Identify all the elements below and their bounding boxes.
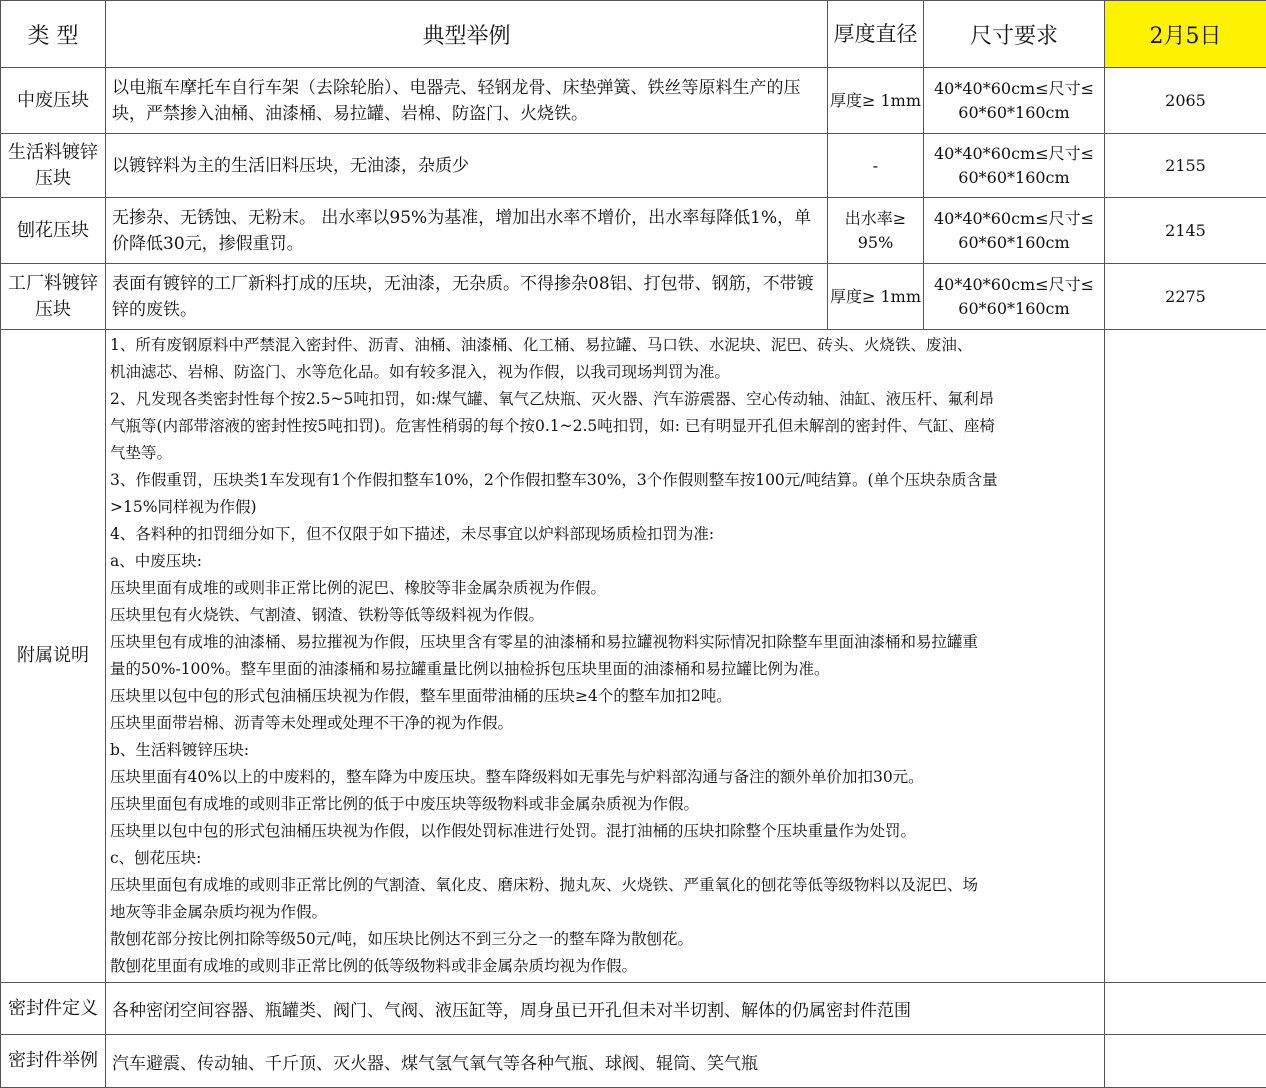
notes-line: 1、所有废钢原料中严禁混入密封件、沥青、油桶、油漆桶、化工桶、易拉罐、马口铁、水泥块、泥巴、砖头、火烧铁、废油、: [110, 332, 1100, 359]
seal-examples-label: 密封件举例: [1, 1035, 106, 1088]
row-price: 2145: [1105, 198, 1266, 264]
notes-line: 压块里面有成堆的或则非正常比例的泥巴、橡胶等非金属杂质视为作假。: [110, 575, 1100, 602]
header-row: [1, 1, 1266, 68]
row-size: 40*40*60cm≤尺寸≤ 60*60*160cm: [924, 134, 1105, 198]
row-type: 生活料镀锌压块: [1, 134, 106, 198]
row-type: 工厂料镀锌压块: [1, 264, 106, 330]
row-price: 2065: [1105, 68, 1266, 134]
header-thickness: 厚度直径: [828, 1, 924, 68]
row-thickness: -: [828, 134, 924, 198]
seal-examples-text: 汽车避震、传动轴、千斤顶、灭火器、煤气氢气氧气等各种气瓶、球阀、辊筒、笑气瓶: [106, 1035, 1105, 1088]
notes-line: 压块里面包有成堆的或则非正常比例的气割渣、氧化皮、磨床粉、抛丸灰、火烧铁、严重氧化的刨花等低等级物料以及泥巴、场: [110, 872, 1100, 899]
seal-definition-label: 密封件定义: [1, 983, 106, 1035]
notes-line: 机油滤芯、岩棉、防盗门、水等危化品。如有较多混入，视为作假，以我司现场判罚为准。: [110, 359, 1100, 386]
notes-line: 压块里包有成堆的油漆桶、易拉摧视为作假，压块里含有零星的油漆桶和易拉罐视物料实际情况扣除整车里面油漆桶和易拉罐重: [110, 629, 1100, 656]
notes-line: 散刨花里面有成堆的或则非正常比例的低等级物料或非金属杂质均视为作假。: [110, 953, 1100, 980]
header-example: 典型举例: [106, 1, 828, 68]
notes-body: [106, 330, 1105, 983]
seal-definition-row: [1, 983, 1266, 1035]
notes-label: 附属说明: [1, 330, 106, 983]
row-size: 40*40*60cm≤尺寸≤ 60*60*160cm: [924, 198, 1105, 264]
row-thickness: 厚度≥ 1mm: [828, 264, 924, 330]
row-desc: 表面有镀锌的工厂新料打成的压块，无油漆，无杂质。不得掺杂08铝、打包带、钢筋，不带镀锌的废铁。: [106, 264, 828, 330]
seal-definition-text: 各种密闭空间容器、瓶罐类、阀门、气阀、液压缸等，周身虽已开孔但未对半切割、解体的仍属密封件范围: [106, 983, 1105, 1035]
header-type: 类 型: [1, 1, 106, 68]
notes-line: 地灰等非金属杂质均视为作假。: [110, 899, 1100, 926]
seal-definition-price-cell: [1105, 983, 1266, 1035]
notes-lines: [110, 332, 1100, 980]
notes-line: 量的50%-100%。整车里面的油漆桶和易拉罐重量比例以抽检拆包压块里面的油漆桶和易拉罐比例为准。: [110, 656, 1100, 683]
notes-line: 压块里以包中包的形式包油桶压块视为作假，以作假处罚标准进行处罚。混打油桶的压块扣除整个压块重量作为处罚。: [110, 818, 1100, 845]
notes-line: 压块里以包中包的形式包油桶压块视为作假，整车里面带油桶的压块≥4个的整车加扣2吨。: [110, 683, 1100, 710]
row-size: 40*40*60cm≤尺寸≤ 60*60*160cm: [924, 68, 1105, 134]
notes-line: 4、各料种的扣罚细分如下，但不仅限于如下描述，未尽事宜以炉料部现场质检扣罚为准:: [110, 521, 1100, 548]
notes-line: 散刨花部分按比例扣除等级50元/吨，如压块比例达不到三分之一的整车降为散刨花。: [110, 926, 1100, 953]
notes-line: c、刨花压块:: [110, 845, 1100, 872]
row-price: 2155: [1105, 134, 1266, 198]
table-row: [1, 134, 1266, 198]
row-thickness: 出水率≥ 95%: [828, 198, 924, 264]
notes-line: 压块里面包有成堆的或则非正常比例的低于中废压块等级物料或非金属杂质视为作假。: [110, 791, 1100, 818]
row-size: 40*40*60cm≤尺寸≤ 60*60*160cm: [924, 264, 1105, 330]
notes-line: 压块里包有火烧铁、气割渣、钢渣、铁粉等低等级料视为作假。: [110, 602, 1100, 629]
notes-line: 气垫等。: [110, 440, 1100, 467]
header-size: 尺寸要求: [924, 1, 1105, 68]
notes-line: 2、凡发现各类密封性每个按2.5~5吨扣罚，如:煤气罐、氧气乙炔瓶、灭火器、汽车游震器、空心传动轴、油缸、液压杆、氟利昂: [110, 386, 1100, 413]
row-desc: 无掺杂、无锈蚀、无粉末。 出水率以95%为基准，增加出水率不增价，出水率每降低1%，单价降低30元，掺假重罚。: [106, 198, 828, 264]
row-desc: 以电瓶车摩托车自行车架（去除轮胎）、电器壳、轻钢龙骨、床垫弹簧、铁丝等原料生产的压块，严禁掺入油桶、油漆桶、易拉罐、岩棉、防盗门、火烧铁。: [106, 68, 828, 134]
notes-price-cell: [1105, 330, 1266, 983]
notes-line: 3、作假重罚，压块类1车发现有1个作假扣整车10%，2个作假扣整车30%，3个作假则整车按100元/吨结算。(单个压块杂质含量: [110, 467, 1100, 494]
row-type: 中废压块: [1, 68, 106, 134]
row-thickness: 厚度≥ 1mm: [828, 68, 924, 134]
header-date: 2月5日: [1105, 1, 1266, 68]
notes-line: >15%同样视为作假): [110, 494, 1100, 521]
row-type: 刨花压块: [1, 198, 106, 264]
table-row: [1, 68, 1266, 134]
row-price: 2275: [1105, 264, 1266, 330]
table-row: [1, 198, 1266, 264]
notes-line: 压块里面带岩棉、沥青等未处理或处理不干净的视为作假。: [110, 710, 1100, 737]
row-desc: 以镀锌料为主的生活旧料压块，无油漆，杂质少: [106, 134, 828, 198]
notes-line: a、中废压块:: [110, 548, 1100, 575]
notes-line: 压块里面有40%以上的中废料的，整车降为中废压块。整车降级料如无事先与炉料部沟通与备注的额外单价加扣30元。: [110, 764, 1100, 791]
notes-line: 气瓶等(内部带溶液的密封性按5吨扣罚)。危害性稍弱的每个按0.1~2.5吨扣罚，如: 已有明显开孔但未解剖的密封件、气缸、座椅: [110, 413, 1100, 440]
table-row: [1, 264, 1266, 330]
notes-row: [1, 330, 1266, 983]
notes-line: b、生活料镀锌压块:: [110, 737, 1100, 764]
